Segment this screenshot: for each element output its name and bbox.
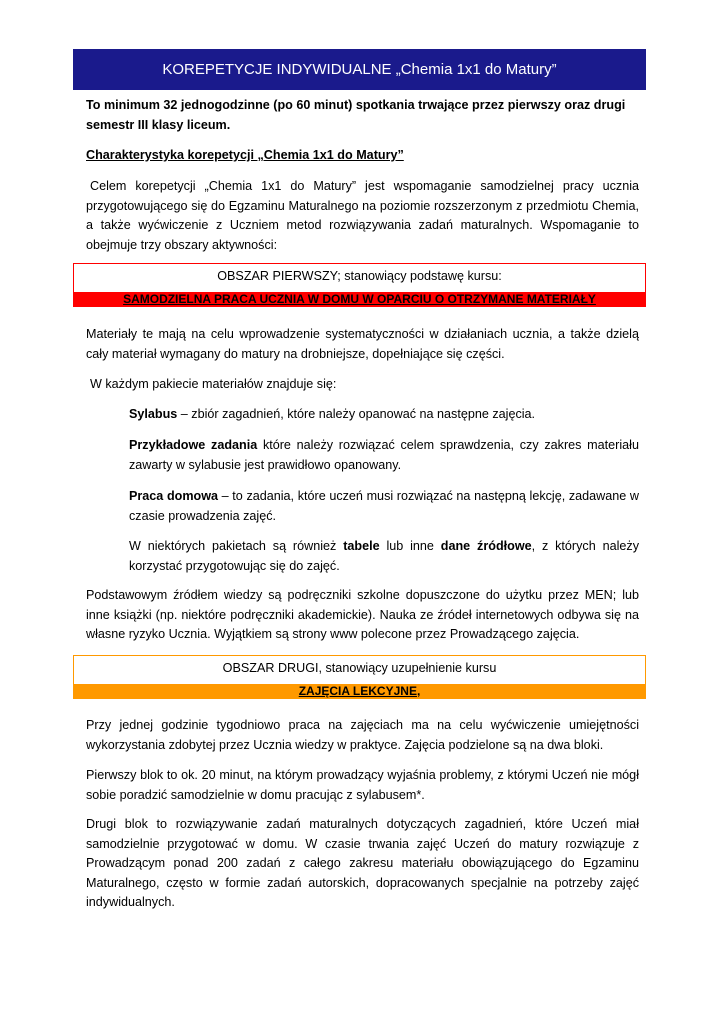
extra-mid: lub inne	[379, 539, 441, 553]
area-two-box	[73, 655, 646, 699]
extra-pre: W niektórych pakietach są również	[129, 539, 344, 553]
package-intro: W każdym pakiecie materiałów znajduje się:	[90, 377, 337, 391]
area-two-header: OBSZAR DRUGI, stanowiący uzupełnienie kursu	[73, 655, 646, 684]
list-item-extra-data	[129, 537, 639, 576]
characteristics-heading: Charakterystyka korepetycji „Chemia 1x1 do Matury”	[86, 148, 404, 162]
materials-paragraph: Materiały te mają na celu wprowadzenie systematyczności w działaniach ucznia, a także dzielą cały materiał wymagany do matury na drobniejsze, dopełniające się części.	[86, 327, 639, 361]
characteristics-paragraph: Celem korepetycji „Chemia 1x1 do Matury” jest wspomaganie samodzielnej pracy ucznia przygotowującego się do Egzaminu Maturalnego na poziomie rozszerzonym z przedmiotu Chemia, a także wyćwiczenie z Uczniem metod rozwiązywania zadań maturalnych. Wspomaganie to obejmuje trzy obszary aktywności:	[86, 179, 639, 252]
item-term: Przykładowe zadania	[129, 438, 258, 452]
area-two-strip-suffix: ,	[416, 684, 421, 698]
area-one-header: OBSZAR PIERWSZY; stanowiący podstawę kursu:	[73, 263, 646, 292]
extra-tables: tabele	[343, 539, 380, 553]
list-item-example-tasks	[129, 436, 639, 475]
extra-post: , z których należy korzystać przygotowując się do zajęć.	[129, 539, 639, 573]
area-two-strip-label: ZAJĘCIA LEKCYJNE	[298, 684, 417, 698]
item-term: Praca domowa	[129, 489, 219, 503]
document-title: KOREPETYCJE INDYWIDUALNE „Chemia 1x1 do Matury”	[73, 49, 646, 90]
sources-paragraph: Podstawowym źródłem wiedzy są podręczniki szkolne dopuszczone do użytku przez MEN; lub inne książki (np. niektóre podręczniki akademickie). Nauka ze źródeł internetowych odbywa się na własne ryzyko Ucznia. Wyjątkiem są strony www polecone przez Prowadzącego zajęcia.	[86, 588, 639, 642]
lesson-paragraph-3: Drugi blok to rozwiązywanie zadań maturalnych dotyczących zagadnień, które Uczeń miał samodzielnie przygotować w domu. W czasie trwania zajęć Uczeń do matury rozwiązuje z Prowadzącym ponad 200 zadań z całego zakresu materiału obowiązującego do Egzaminu Maturalnego, często w formie zadań autorskich, dopracowanych specjalnie na potrzeby zajęć indywidualnych.	[86, 817, 639, 910]
area-one-strip: SAMODZIELNA PRACA UCZNIA W DOMU W OPARCIU O OTRZYMANE MATERIAŁY	[73, 292, 646, 307]
lesson-paragraph-1: Przy jednej godzinie tygodniowo praca na zajęciach ma na celu wyćwiczenie umiejętności wykorzystania zdobytej przez Ucznia wiedzy w praktyce. Zajęcia podzielone są na dwa bloki.	[86, 718, 639, 752]
item-desc: – zbiór zagadnień, które należy opanować na następne zajęcia.	[177, 407, 536, 421]
area-one-box	[73, 263, 646, 307]
intro-paragraph: To minimum 32 jednogodzinne (po 60 minut) spotkania trwające przez pierwszy oraz drugi semestr III klasy liceum.	[86, 98, 626, 132]
item-term: Sylabus	[129, 407, 178, 421]
extra-source-data: dane źródłowe	[440, 539, 532, 553]
list-item-homework	[129, 487, 639, 526]
area-two-strip	[73, 684, 646, 699]
lesson-paragraph-2: Pierwszy blok to ok. 20 minut, na którym prowadzący wyjaśnia problemy, z którymi Uczeń nie mógł sobie poradzić samodzielnie w domu pracując z sylabusem*.	[86, 768, 639, 802]
list-item-syllabus	[129, 405, 639, 425]
item-desc: które należy rozwiązać celem sprawdzenia, czy zakres materiału zawarty w sylabusie jest prawidłowo opanowany.	[129, 438, 639, 472]
item-desc: – to zadania, które uczeń musi rozwiązać na następną lekcję, zadawane w czasie prowadzenia zajęć.	[129, 489, 640, 523]
